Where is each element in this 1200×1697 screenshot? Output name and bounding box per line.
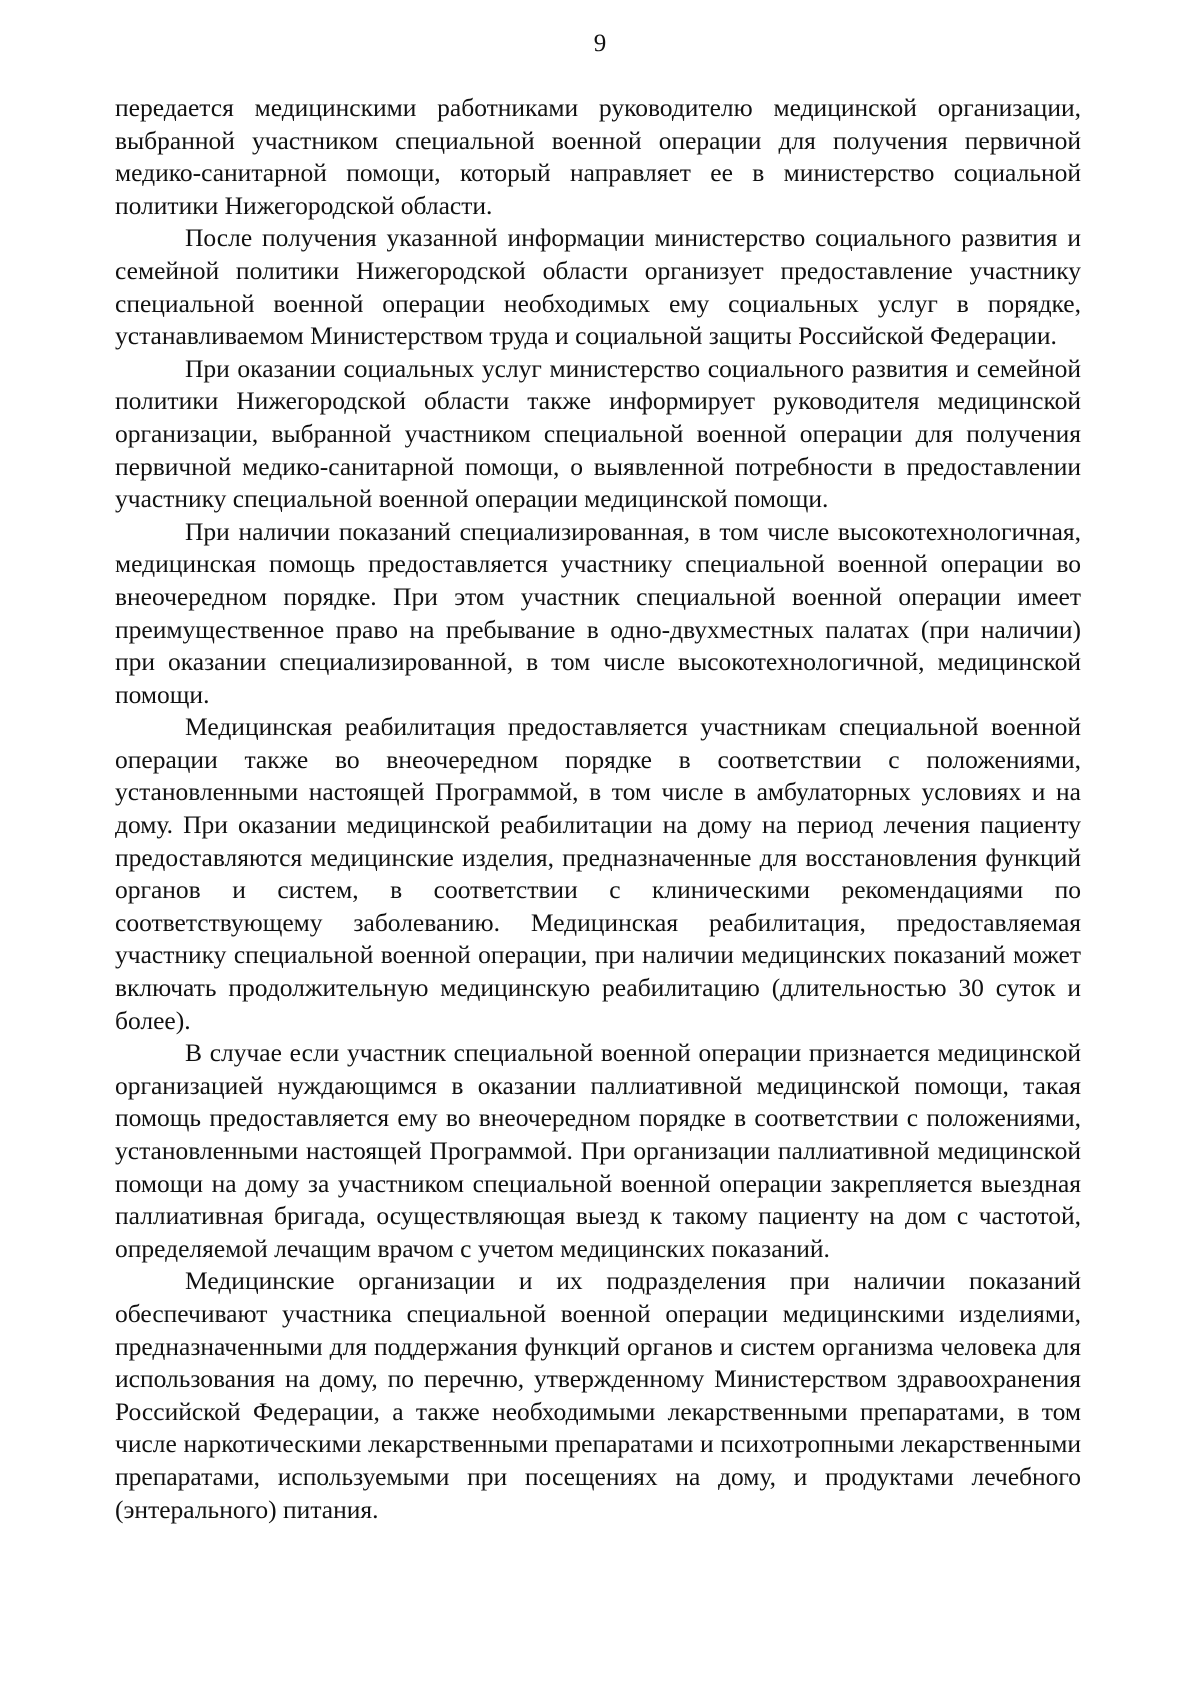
paragraph-medical-rehabilitation: Медицинская реабилитация предоставляется участникам специальной военной операции также во внеочередном порядке в соответствии с положениями, установленными настоящей Программой, в том числе в амбулаторных условиях и на дому. При оказании медицинской реабилитации на дому на период лечения пациенту предоставляются медицинские изделия, предназначенные для восстановления функций органов и систем, в соответствии с клиническими рекомендациями по соответствующему заболеванию. Медицинская реабилитация, предоставляемая участнику специальной военной операции, при наличии медицинских показаний может включать продолжительную медицинскую реабилитацию (длительностью 30 суток и более). — [115, 712, 1081, 1035]
paragraph-palliative-care: В случае если участник специальной военной операции признается медицинской организацией нуждающимся в оказании паллиативной медицинской помощи, такая помощь предоставляется ему во внеочередном порядке в соответствии с положениями, установленными настоящей Программой. При организации паллиативной медицинской помощи на дому за участником специальной военной операции закрепляется выездная паллиативная бригада, осуществляющая выезд к такому пациенту на дом с частотой, определяемой лечащим врачом с учетом медицинских показаний. — [115, 1038, 1081, 1263]
paragraph-social-services-informing: При оказании социальных услуг министерство социального развития и семейной политики Нижегородской области также информирует руководителя медицинской организации, выбранной участником специальной военной операции для получения первичной медико-санитарной помощи, о выявленной потребности в предоставлении участнику специальной военной операции медицинской помощи. — [115, 353, 1081, 514]
paragraph-continuation: передается медицинскими работниками руководителю медицинской организации, выбранной участником специальной военной операции для получения первичной медико-санитарной помощи, который направляет ее в министерство социальной политики Нижегородской области. — [115, 93, 1081, 220]
document-body — [115, 92, 1081, 1526]
paragraph-specialized-care: При наличии показаний специализированная, в том числе высокотехнологичная, медицинская помощь предоставляется участнику специальной военной операции во внеочередном порядке. При этом участник специальной военной операции имеет преимущественное право на пребывание в одно-двухместных палатах (при наличии) при оказании специализированной, в том числе высокотехнологичной, медицинской помощи. — [115, 516, 1081, 709]
paragraph-medical-devices: Медицинские организации и их подразделения при наличии показаний обеспечивают участника специальной военной операции медицинскими изделиями, предназначенными для поддержания функций органов и систем организма человека для использования на дому, по перечню, утвержденному Министерством здравоохранения Российской Федерации, а также необходимыми лекарственными препаратами, в том числе наркотическими лекарственными препаратами и психотропными лекарственными препаратами, используемыми при посещениях на дому, и продуктами лечебного (энтерального) питания. — [115, 1266, 1081, 1524]
page-number: 9 — [593, 30, 607, 57]
paragraph-social-services-organization: После получения указанной информации министерство социального развития и семейной политики Нижегородской области организует предоставление участнику специальной военной операции необходимых ему социальных услуг в порядке, устанавливаемом Министерством труда и социальной защиты Российской Федерации. — [115, 223, 1081, 351]
